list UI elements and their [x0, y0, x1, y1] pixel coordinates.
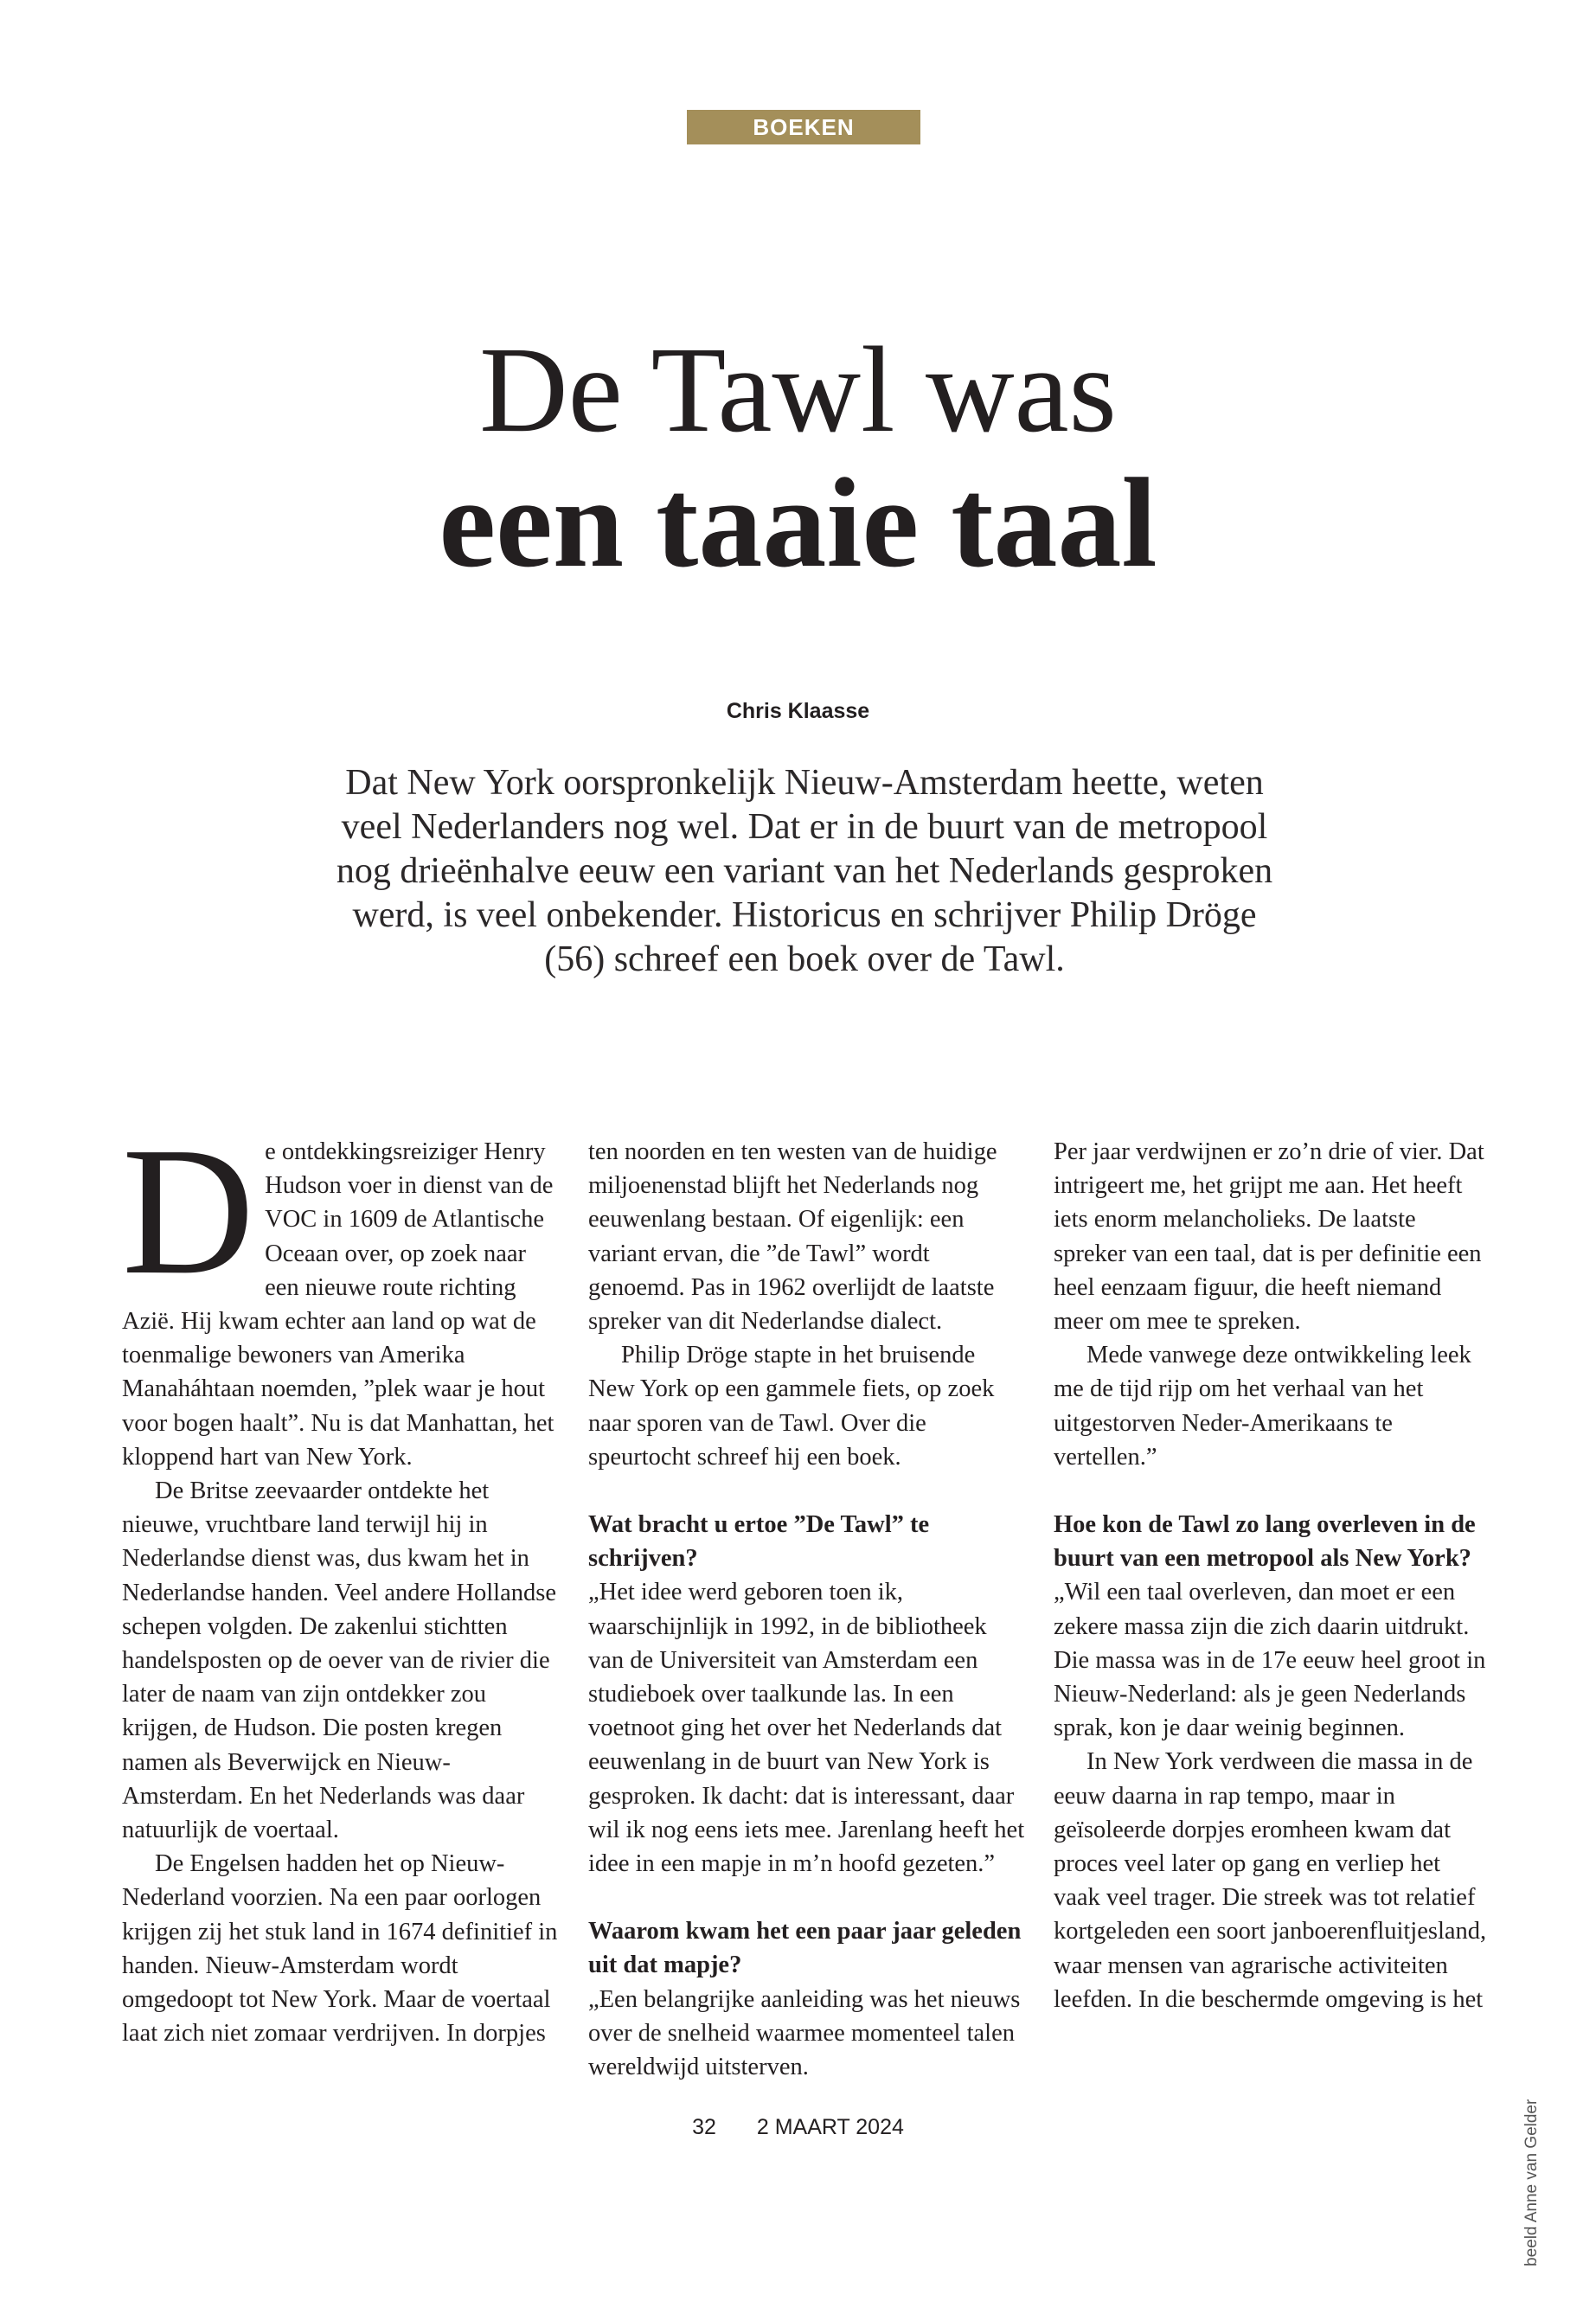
article-column-2: [588, 1135, 1025, 2084]
interview-answer: „Een belangrijke aanleiding was het nieuws over de snelheid waarmee momenteel talen wereldwijd uitsterven.: [588, 1985, 1021, 2081]
page-footer: [0, 2115, 1596, 2140]
interview-question: Wat bracht u ertoe ”De Tawl” te schrijven?: [588, 1511, 930, 1573]
article-column-3: [1054, 1135, 1490, 2016]
interview-answer: „Het idee werd geboren toen ik, waarschijnlijk in 1992, in de bibliotheek van de Universiteit van Amsterdam een studieboek over taalkunde las. In een voetnoot ging het over het Nederlands dat eeuwenlang in de buurt van New York is gesproken. Ik dacht: dat is interessant, daar wil ik nog eens iets mee. Jarenlang heeft het idee in een mapje in m’n hoofd gezeten.”: [588, 1579, 1025, 1878]
interview-question: Waarom kwam het een paar jaar geleden uit dat mapje?: [588, 1918, 1022, 1979]
body-paragraph: Mede vanwege deze ontwikkeling leek me de tijd rijp om het verhaal van het uitgestorven Neder-Amerikaans te vertellen.”: [1054, 1342, 1471, 1471]
issue-date: 2 MAART 2024: [756, 2115, 904, 2139]
drop-cap: D: [122, 1109, 255, 1312]
body-paragraph: e ontdekkingsreiziger Henry Hudson voer in dienst van de VOC in 1609 de Atlantische Oceaan over, op zoek naar een nieuwe route richting Azië. Hij kwam echter aan land op wat de toenmalige bewoners van Amerika Manaháhtaan noemden, ”plek waar je hout voor bogen haalt”. Nu is dat Manhattan, het kloppend hart van New York.: [122, 1138, 554, 1471]
photo-credit: beeld Anne van Gelder: [1522, 2099, 1541, 2266]
body-paragraph: Philip Dröge stapte in het bruisende New York op een gammele fiets, op zoek naar sporen van de Tawl. Over die speurtocht schreef hij een boek.: [588, 1342, 995, 1471]
body-paragraph: De Engelsen hadden het op Nieuw-Nederland voorzien. Na een paar oorlogen krijgen zij het stuk land in 1674 definitief in handen. Nieuw-Amsterdam wordt omgedoopt tot New York. Maar de voertaal laat zich niet zomaar verdrijven. In dorpjes: [122, 1850, 558, 2048]
article-column-1: [122, 1109, 559, 2050]
interview-question: Hoe kon de Tawl zo lang overleven in de buurt van een metropool als New York?: [1054, 1511, 1476, 1573]
author-byline: Chris Klaasse: [726, 699, 870, 723]
body-paragraph: De Britse zeevaarder ontdekte het nieuwe, vruchtbare land terwijl hij in Nederlandse dienst was, dus kwam het in Nederlandse handen. Veel andere Hollandse schepen volgden. De zakenlui stichtten handelsposten op de oever van de rivier die later de naam van zijn ontdekker zou krijgen, de Hudson. Die posten kregen namen als Beverwijck en Nieuw-Amsterdam. En het Nederlands was daar natuurlijk de voertaal.: [122, 1477, 556, 1844]
page-number: 32: [692, 2115, 716, 2139]
lead-paragraph: Dat New York oorspronkelijk Nieuw-Amsterdam heette, weten veel Nederlanders nog wel. Dat er in de buurt van de metropool nog drieënhalve eeuw een variant van het Nederlands gesproken werd, is veel onbekender. Historicus en schrijver Philip Dröge (56) schreef een boek over de Tawl.: [336, 763, 1273, 979]
body-paragraph: Per jaar verdwijnen er zo’n drie of vier. Dat intrigeert me, het grijpt me aan. Het heeft iets enorm melancholieks. De laatste spreker van een taal, dat is per definitie een heel eenzaam figuur, die heeft niemand meer om mee te spreken.: [1054, 1138, 1484, 1336]
headline-line-1: De Tawl was: [479, 321, 1117, 458]
interview-answer: „Wil een taal overleven, dan moet er een zekere massa zijn die zich daarin uitdrukt. Die massa was in de 17e eeuw heel groot in Nieuw-Nederland: als je geen Nederlands sprak, kon je daar weinig beginnen.: [1054, 1579, 1486, 1742]
body-paragraph: ten noorden en ten westen van de huidige miljoenenstad blijft het Nederlands nog eeuwenlang bestaan. Of eigenlijk: een variant ervan, die ”de Tawl” wordt genoemd. Pas in 1962 overlijdt de laatste spreker van dit Nederlandse dialect.: [588, 1138, 997, 1336]
headline-line-2: een taaie taal: [439, 452, 1157, 594]
section-label: BOEKEN: [687, 110, 920, 144]
body-paragraph: In New York verdween die massa in de eeuw daarna in rap tempo, maar in geïsoleerde dorpjes eromheen kwam dat proces veel later op gang en verliep het vaak veel trager. Die streek was tot relatief kortgeleden een soort janboerenfluitjesland, waar mensen van agrarische activiteiten leefden. In die beschermde omgeving is het: [1054, 1748, 1487, 2013]
